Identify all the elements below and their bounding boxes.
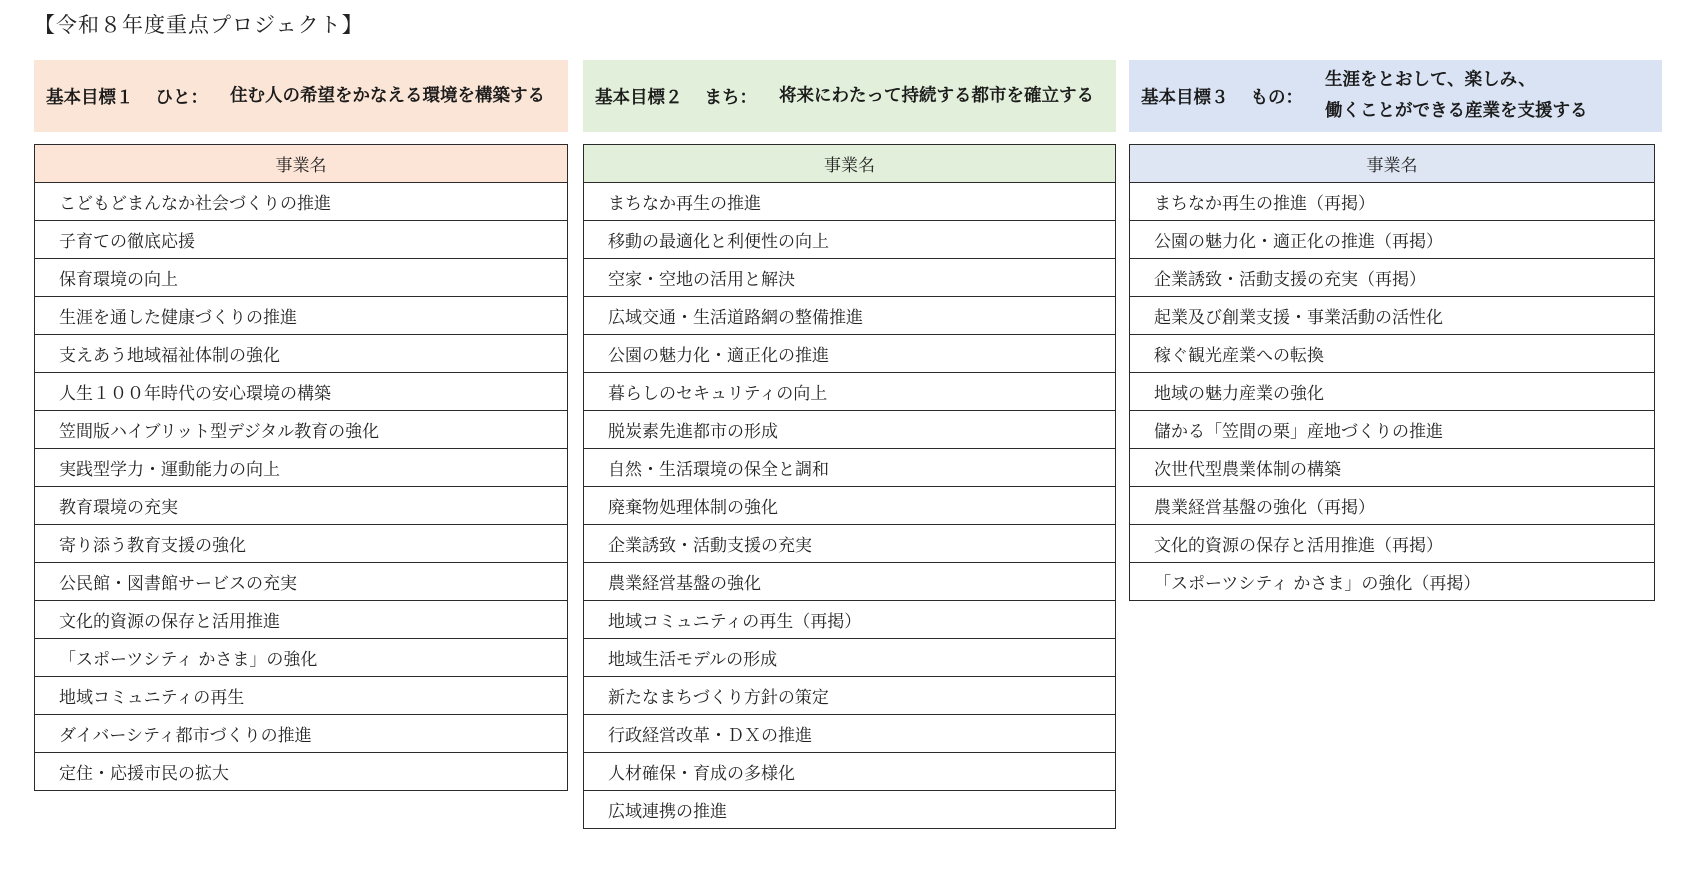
table-row xyxy=(584,563,1116,601)
project-name-cell: 自然・生活環境の保全と調和 xyxy=(584,449,1116,487)
goal-3-text-line2: 働くことができる産業を支援する xyxy=(1325,101,1588,121)
project-name-cell: 定住・応援市民の拡大 xyxy=(35,753,568,791)
table-row xyxy=(35,677,568,715)
project-name-cell: 子育ての徹底応援 xyxy=(35,221,568,259)
table-row xyxy=(584,297,1116,335)
project-name-cell: 文化的資源の保存と活用推進 xyxy=(35,601,568,639)
table-row xyxy=(35,639,568,677)
project-name-cell: 寄り添う教育支援の強化 xyxy=(35,525,568,563)
table-header: 事業名 xyxy=(1130,145,1655,183)
goal-2-banner xyxy=(583,60,1116,132)
goal-2-label: 基本目標２ xyxy=(595,87,683,108)
table-header: 事業名 xyxy=(584,145,1116,183)
project-name-cell: 企業誘致・活動支援の充実（再掲） xyxy=(1130,259,1655,297)
project-name-cell: 新たなまちづくり方針の策定 xyxy=(584,677,1116,715)
table-row xyxy=(1130,487,1655,525)
table-row xyxy=(35,487,568,525)
goal-3-project-list xyxy=(1130,183,1655,601)
project-name-cell: 脱炭素先進都市の形成 xyxy=(584,411,1116,449)
table-row xyxy=(1130,221,1655,259)
table-row xyxy=(1130,449,1655,487)
goal-1-project-table xyxy=(34,144,568,791)
project-name-cell: まちなか再生の推進 xyxy=(584,183,1116,221)
table-row xyxy=(1130,563,1655,601)
table-row xyxy=(35,563,568,601)
goal-2-project-list xyxy=(584,183,1116,829)
project-name-cell: 廃棄物処理体制の強化 xyxy=(584,487,1116,525)
project-name-cell: 次世代型農業体制の構築 xyxy=(1130,449,1655,487)
project-name-cell: 地域の魅力産業の強化 xyxy=(1130,373,1655,411)
table-row xyxy=(35,715,568,753)
project-name-cell: 文化的資源の保存と活用推進（再掲） xyxy=(1130,525,1655,563)
goal-1-text: 住む人の希望をかなえる環境を構築する xyxy=(230,85,545,106)
project-name-cell: 人生１００年時代の安心環境の構築 xyxy=(35,373,568,411)
table-row xyxy=(35,297,568,335)
project-name-cell: 企業誘致・活動支援の充実 xyxy=(584,525,1116,563)
table-row xyxy=(1130,183,1655,221)
goal-1-category: ひと： xyxy=(155,87,208,108)
table-row xyxy=(584,639,1116,677)
goal-2-project-table xyxy=(583,144,1116,829)
table-row xyxy=(584,335,1116,373)
goal-1-project-list xyxy=(35,183,568,791)
table-row xyxy=(35,411,568,449)
page-title: 【令和８年度重点プロジェクト】 xyxy=(34,13,364,37)
table-row xyxy=(1130,297,1655,335)
table-row xyxy=(35,259,568,297)
goal-3-label: 基本目標３ xyxy=(1141,87,1229,108)
table-row xyxy=(584,715,1116,753)
project-name-cell: ダイバーシティ都市づくりの推進 xyxy=(35,715,568,753)
table-row xyxy=(584,373,1116,411)
goal-2-text: 将来にわたって持続する都市を確立する xyxy=(779,85,1094,106)
table-header: 事業名 xyxy=(35,145,568,183)
project-name-cell: 「スポーツシティ かさま」の強化（再掲） xyxy=(1130,563,1655,601)
project-name-cell: 教育環境の充実 xyxy=(35,487,568,525)
table-row xyxy=(35,183,568,221)
table-row xyxy=(35,449,568,487)
table-row xyxy=(584,221,1116,259)
project-name-cell: 移動の最適化と利便性の向上 xyxy=(584,221,1116,259)
table-row xyxy=(584,601,1116,639)
project-name-cell: 保育環境の向上 xyxy=(35,259,568,297)
table-row xyxy=(1130,335,1655,373)
table-row xyxy=(1130,373,1655,411)
project-name-cell: 人材確保・育成の多様化 xyxy=(584,753,1116,791)
goal-3-category: もの： xyxy=(1250,87,1303,108)
project-name-cell: 笠間版ハイブリット型デジタル教育の強化 xyxy=(35,411,568,449)
project-name-cell: 農業経営基盤の強化 xyxy=(584,563,1116,601)
project-name-cell: 広域交通・生活道路網の整備推進 xyxy=(584,297,1116,335)
project-name-cell: 地域コミュニティの再生（再掲） xyxy=(584,601,1116,639)
table-row xyxy=(35,373,568,411)
project-name-cell: 起業及び創業支援・事業活動の活性化 xyxy=(1130,297,1655,335)
table-row xyxy=(35,335,568,373)
project-name-cell: 稼ぐ観光産業への転換 xyxy=(1130,335,1655,373)
project-name-cell: 公園の魅力化・適正化の推進 xyxy=(584,335,1116,373)
project-name-cell: 地域コミュニティの再生 xyxy=(35,677,568,715)
project-name-cell: 儲かる「笠間の栗」産地づくりの推進 xyxy=(1130,411,1655,449)
project-name-cell: こどもどまんなか社会づくりの推進 xyxy=(35,183,568,221)
project-name-cell: 支えあう地域福祉体制の強化 xyxy=(35,335,568,373)
table-row xyxy=(35,601,568,639)
goal-2-category: まち： xyxy=(704,87,757,108)
project-name-cell: まちなか再生の推進（再掲） xyxy=(1130,183,1655,221)
table-row xyxy=(35,525,568,563)
table-row xyxy=(35,221,568,259)
table-row xyxy=(35,753,568,791)
project-name-cell: 生涯を通した健康づくりの推進 xyxy=(35,297,568,335)
project-name-cell: 公民館・図書館サービスの充実 xyxy=(35,563,568,601)
table-row xyxy=(584,525,1116,563)
project-name-cell: 農業経営基盤の強化（再掲） xyxy=(1130,487,1655,525)
table-row xyxy=(1130,525,1655,563)
project-name-cell: 「スポーツシティ かさま」の強化 xyxy=(35,639,568,677)
project-name-cell: 実践型学力・運動能力の向上 xyxy=(35,449,568,487)
table-row xyxy=(584,449,1116,487)
goal-3-text-line1: 生涯をとおして、楽しみ、 xyxy=(1325,70,1536,90)
project-name-cell: 広域連携の推進 xyxy=(584,791,1116,829)
project-name-cell: 空家・空地の活用と解決 xyxy=(584,259,1116,297)
project-name-cell: 行政経営改革・ＤＸの推進 xyxy=(584,715,1116,753)
table-row xyxy=(584,487,1116,525)
table-row xyxy=(584,753,1116,791)
goal-1-banner xyxy=(34,60,568,132)
goal-3-banner xyxy=(1129,60,1662,132)
table-row xyxy=(584,791,1116,829)
goal-3-project-table xyxy=(1129,144,1655,601)
table-row xyxy=(584,183,1116,221)
goal-1-label: 基本目標１ xyxy=(46,87,134,108)
table-row xyxy=(584,677,1116,715)
table-row xyxy=(584,411,1116,449)
table-row xyxy=(1130,259,1655,297)
table-row xyxy=(1130,411,1655,449)
goal-3-text xyxy=(1325,65,1588,127)
project-name-cell: 暮らしのセキュリティの向上 xyxy=(584,373,1116,411)
table-row xyxy=(584,259,1116,297)
project-name-cell: 地域生活モデルの形成 xyxy=(584,639,1116,677)
project-name-cell: 公園の魅力化・適正化の推進（再掲） xyxy=(1130,221,1655,259)
